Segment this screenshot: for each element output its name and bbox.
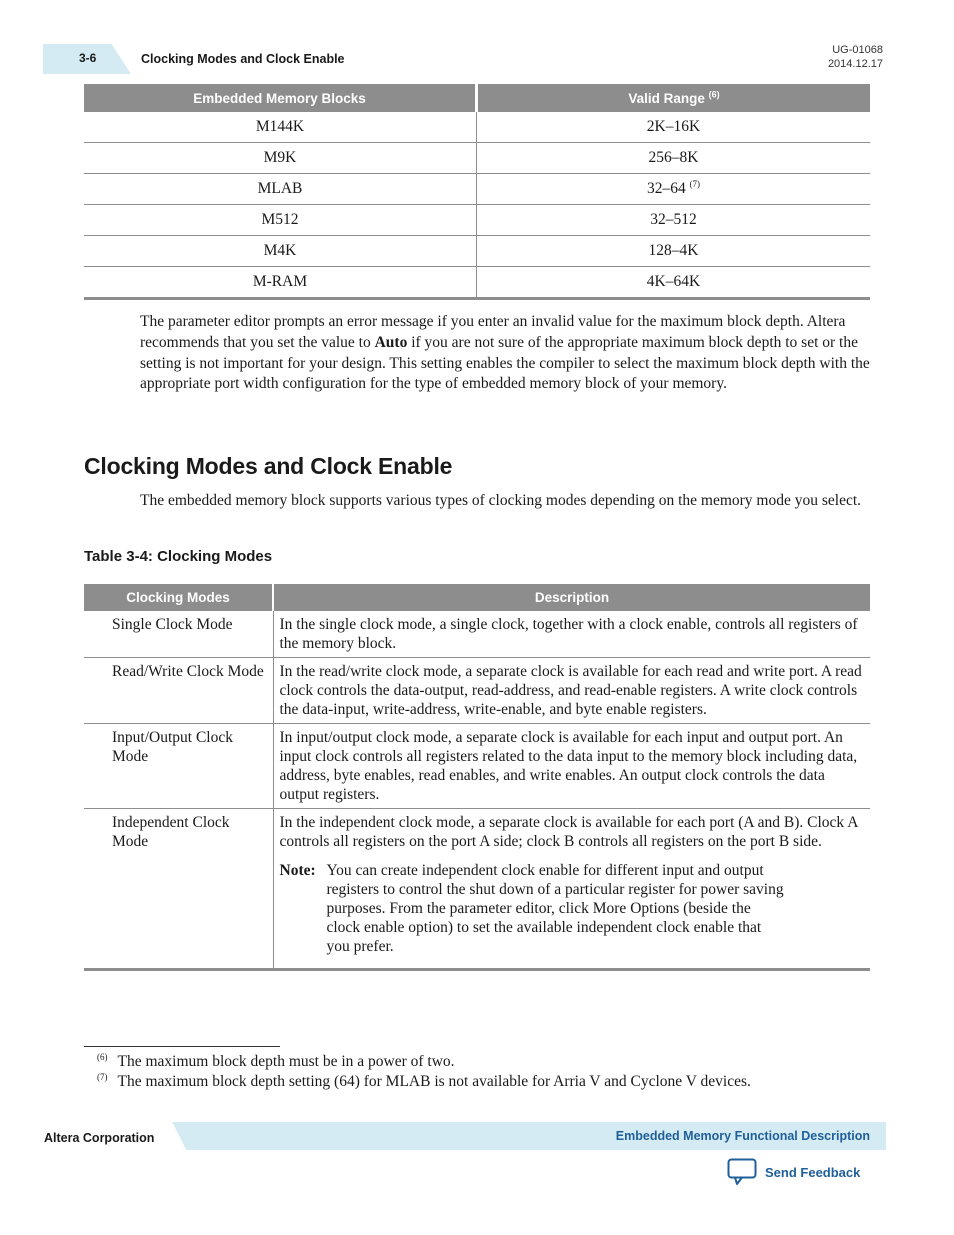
doc-date: 2014.12.17	[827, 58, 883, 70]
send-feedback-button[interactable]	[727, 1158, 860, 1186]
footnote-mark: (6)	[97, 1052, 108, 1062]
clocking-modes-table	[84, 584, 870, 971]
cell-description: In the read/write clock mode, a separate clock is available for each read and write port. A read clock controls the data-output, read-address, and read-enable registers. A write clock controls the data-input, write-address, write-enable, and byte enable registers.	[273, 658, 870, 724]
header-doc-info	[828, 43, 883, 71]
range-value: 4K–64K	[646, 273, 701, 290]
col-header-range-label: Valid Range	[628, 90, 705, 106]
chat-bubble-icon	[727, 1158, 757, 1186]
table-row	[84, 809, 870, 970]
para-text: if you are not sure of the appropriate maximum block depth to set or the setting is not important for your design. This setting enables the compiler to select the maximum block depth with the appropriate port width configuration for the type of embedded memory block of your memory.	[140, 333, 870, 393]
cell-range	[477, 236, 871, 267]
col-header-blocks: Embedded Memory Blocks	[84, 84, 477, 112]
send-feedback-label: Send Feedback	[765, 1164, 861, 1180]
footnote-ref[interactable]: (7)	[689, 178, 701, 189]
table-header-row	[84, 84, 870, 112]
footnote-ref[interactable]: (6)	[708, 89, 720, 99]
table-row	[84, 611, 870, 658]
range-value: 128–4K	[648, 242, 699, 259]
doc-id: UG-01068	[832, 44, 883, 56]
footnote-text: The maximum block depth must be in a power of two.	[117, 1053, 455, 1071]
table-row	[84, 112, 870, 143]
cell-block: M-RAM	[84, 267, 477, 299]
cell-mode: Independent Clock Mode	[84, 809, 273, 970]
table-header-row	[84, 584, 870, 611]
note-label: Note:	[279, 862, 316, 879]
note-text: You can create independent clock enable for different input and output registers to control the shut down of a particular register for power saving purposes. From the parameter editor, click More Options (beside the clock enable option) to set the available independent clock enable that you prefer.	[326, 862, 784, 955]
description-text: In the independent clock mode, a separate clock is available for each port (A and B). Clock A controls all registers on the port A side; clock B controls all registers on the port B side.	[279, 814, 858, 850]
footnote-mark: (7)	[97, 1072, 108, 1082]
cell-range	[477, 143, 871, 174]
cell-range	[477, 174, 871, 205]
cell-block: M9K	[84, 143, 477, 174]
section-intro: The embedded memory block supports various types of clocking modes depending on the memory mode you select.	[140, 492, 862, 509]
cell-description	[273, 809, 870, 970]
para-bold-value: Auto	[374, 333, 408, 351]
cell-description: In input/output clock mode, a separate clock is available for each input and output port. An input clock controls all registers related to the data input to the memory block including data, address, byte enables, read enables, and write enables. An output clock controls the data output registers.	[273, 724, 870, 809]
company-name: Altera Corporation	[44, 1131, 155, 1145]
footnote	[97, 1072, 751, 1091]
cell-description: In the single clock mode, a single clock, together with a clock enable, controls all registers of the memory block.	[273, 611, 870, 658]
memory-block-range-table	[84, 84, 870, 300]
table-row	[84, 174, 870, 205]
note-block	[280, 861, 865, 956]
para-text: The parameter editor prompts an error message if you enter an invalid value for the maximum block depth. Altera recommends that you set the value to	[140, 313, 846, 351]
footnote-text: The maximum block depth setting (64) for MLAB is not available for Arria V and Cyclone V devices.	[117, 1073, 751, 1091]
footnote-divider	[84, 1046, 280, 1047]
col-header-modes: Clocking Modes	[84, 584, 273, 611]
table-row	[84, 724, 870, 809]
table-row	[84, 658, 870, 724]
cell-range	[477, 267, 871, 299]
col-header-description: Description	[273, 584, 870, 611]
cell-mode: Single Clock Mode	[84, 611, 273, 658]
footer-doc-title-link[interactable]: Embedded Memory Functional Description	[615, 1129, 870, 1143]
table-row	[84, 205, 870, 236]
cell-mode: Read/Write Clock Mode	[84, 658, 273, 724]
table-caption: Table 3-4: Clocking Modes	[84, 548, 273, 565]
footnote	[97, 1052, 455, 1071]
cell-range	[477, 205, 871, 236]
cell-block: M512	[84, 205, 477, 236]
page-number: 3-6	[79, 51, 97, 65]
range-value: 32–64	[646, 180, 686, 197]
col-header-range	[477, 84, 871, 112]
cell-range	[477, 112, 871, 143]
range-value: 32–512	[650, 211, 697, 228]
range-value: 256–8K	[648, 149, 699, 166]
body-paragraph	[140, 312, 870, 395]
cell-block: MLAB	[84, 174, 477, 205]
cell-mode: Input/Output Clock Mode	[84, 724, 273, 809]
header-section-title: Clocking Modes and Clock Enable	[141, 52, 345, 66]
cell-block: M4K	[84, 236, 477, 267]
table-row	[84, 143, 870, 174]
cell-block: M144K	[84, 112, 477, 143]
section-heading: Clocking Modes and Clock Enable	[84, 453, 453, 479]
table-row	[84, 236, 870, 267]
range-value: 2K–16K	[646, 118, 701, 135]
table-row	[84, 267, 870, 299]
